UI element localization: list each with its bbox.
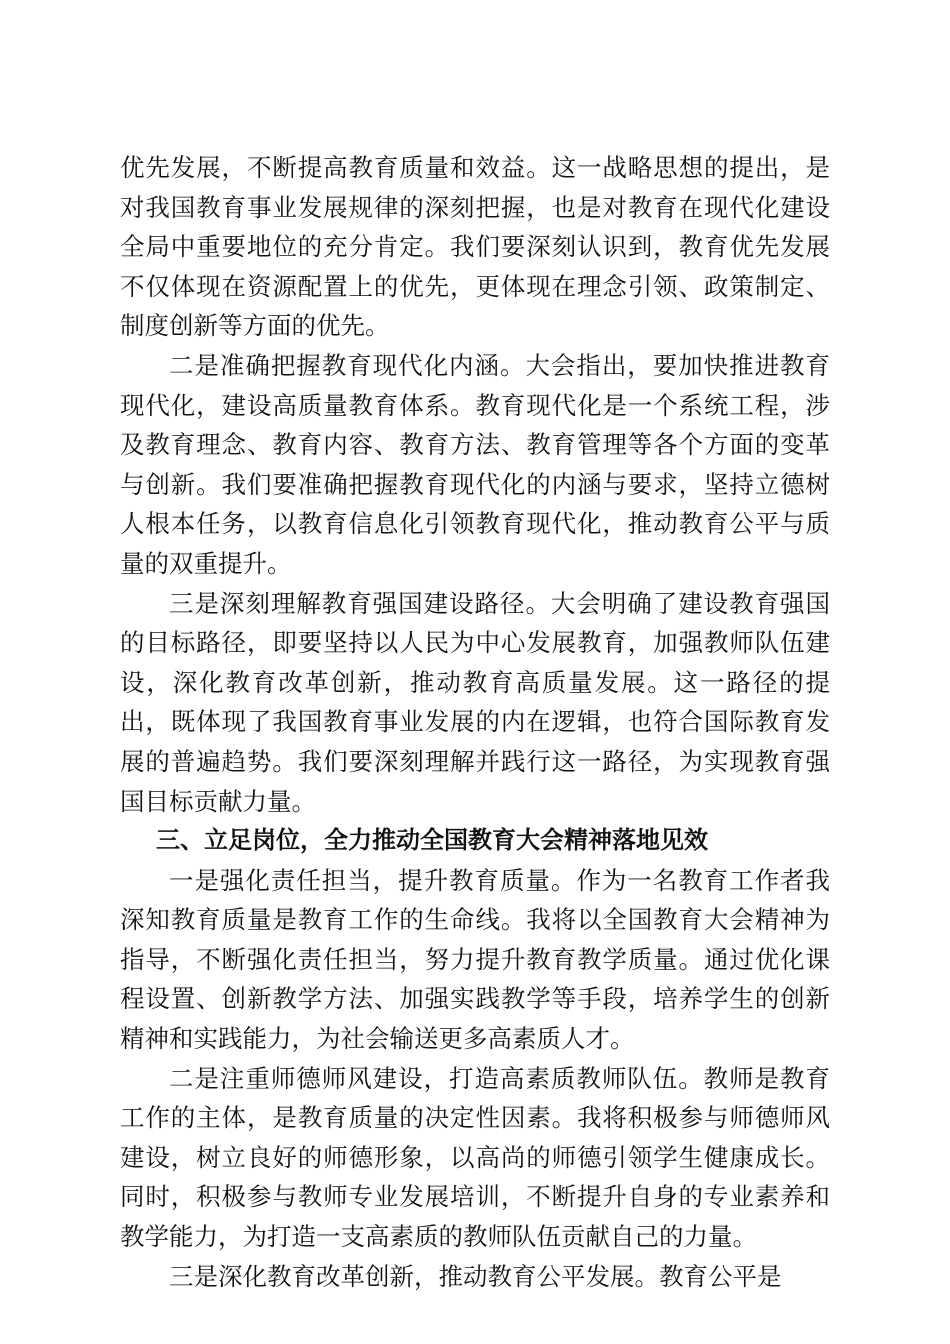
section-heading: 三、立足岗位，全力推动全国教育大会精神落地见效: [156, 826, 708, 855]
document-body: [120, 148, 830, 1296]
paragraph-point-two: 二是准确把握教育现代化内涵。大会指出，要加快推进教育现代化，建设高质量教育体系。教育现代化是一个系统工程，涉及教育理念、教育内容、教育方法、教育管理等各个方面的变革与创新。我们要准确把握教育现代化的内涵与要求，坚持立德树人根本任务，以教育信息化引领教育现代化，推动教育公平与质量的双重提升。: [120, 350, 830, 578]
paragraph-continued: 优先发展，不断提高教育质量和效益。这一战略思想的提出，是对我国教育事业发展规律的深刻把握，也是对教育在现代化建设全局中重要地位的充分肯定。我们要深刻认识到，教育优先发展不仅体现在资源配置上的优先，更体现在理念引领、政策制定、制度创新等方面的优先。: [120, 153, 830, 341]
paragraph-point-three: 三是深刻理解教育强国建设路径。大会明确了建设教育强国的目标路径，即要坚持以人民为中心发展教育，加强教师队伍建设，深化教育改革创新，推动教育高质量发展。这一路径的提出，既体现了我国教育事业发展的内在逻辑，也符合国际教育发展的普遍趋势。我们要深刻理解并践行这一路径，为实现教育强国目标贡献力量。: [120, 588, 830, 816]
paragraph-duty: 一是强化责任担当，提升教育质量。作为一名教育工作者我深知教育质量是教育工作的生命线。我将以全国教育大会精神为指导，不断强化责任担当，努力提升教育教学质量。通过优化课程设置、创新教学方法、加强实践教学等手段，培养学生的创新精神和实践能力，为社会输送更多高素质人才。: [120, 865, 830, 1054]
paragraph-reform: 三是深化教育改革创新，推动教育公平发展。教育公平是: [169, 1261, 782, 1291]
paragraph-teacher-ethics: 二是注重师德师风建设，打造高素质教师队伍。教师是教育工作的主体，是教育质量的决定性因素。我将积极参与师德师风建设，树立良好的师德形象，以高尚的师德引领学生健康成长。同时，积极参与教师专业发展培训，不断提升自身的专业素养和教学能力，为打造一支高素质的教师队伍贡献自己的力量。: [120, 1063, 830, 1252]
